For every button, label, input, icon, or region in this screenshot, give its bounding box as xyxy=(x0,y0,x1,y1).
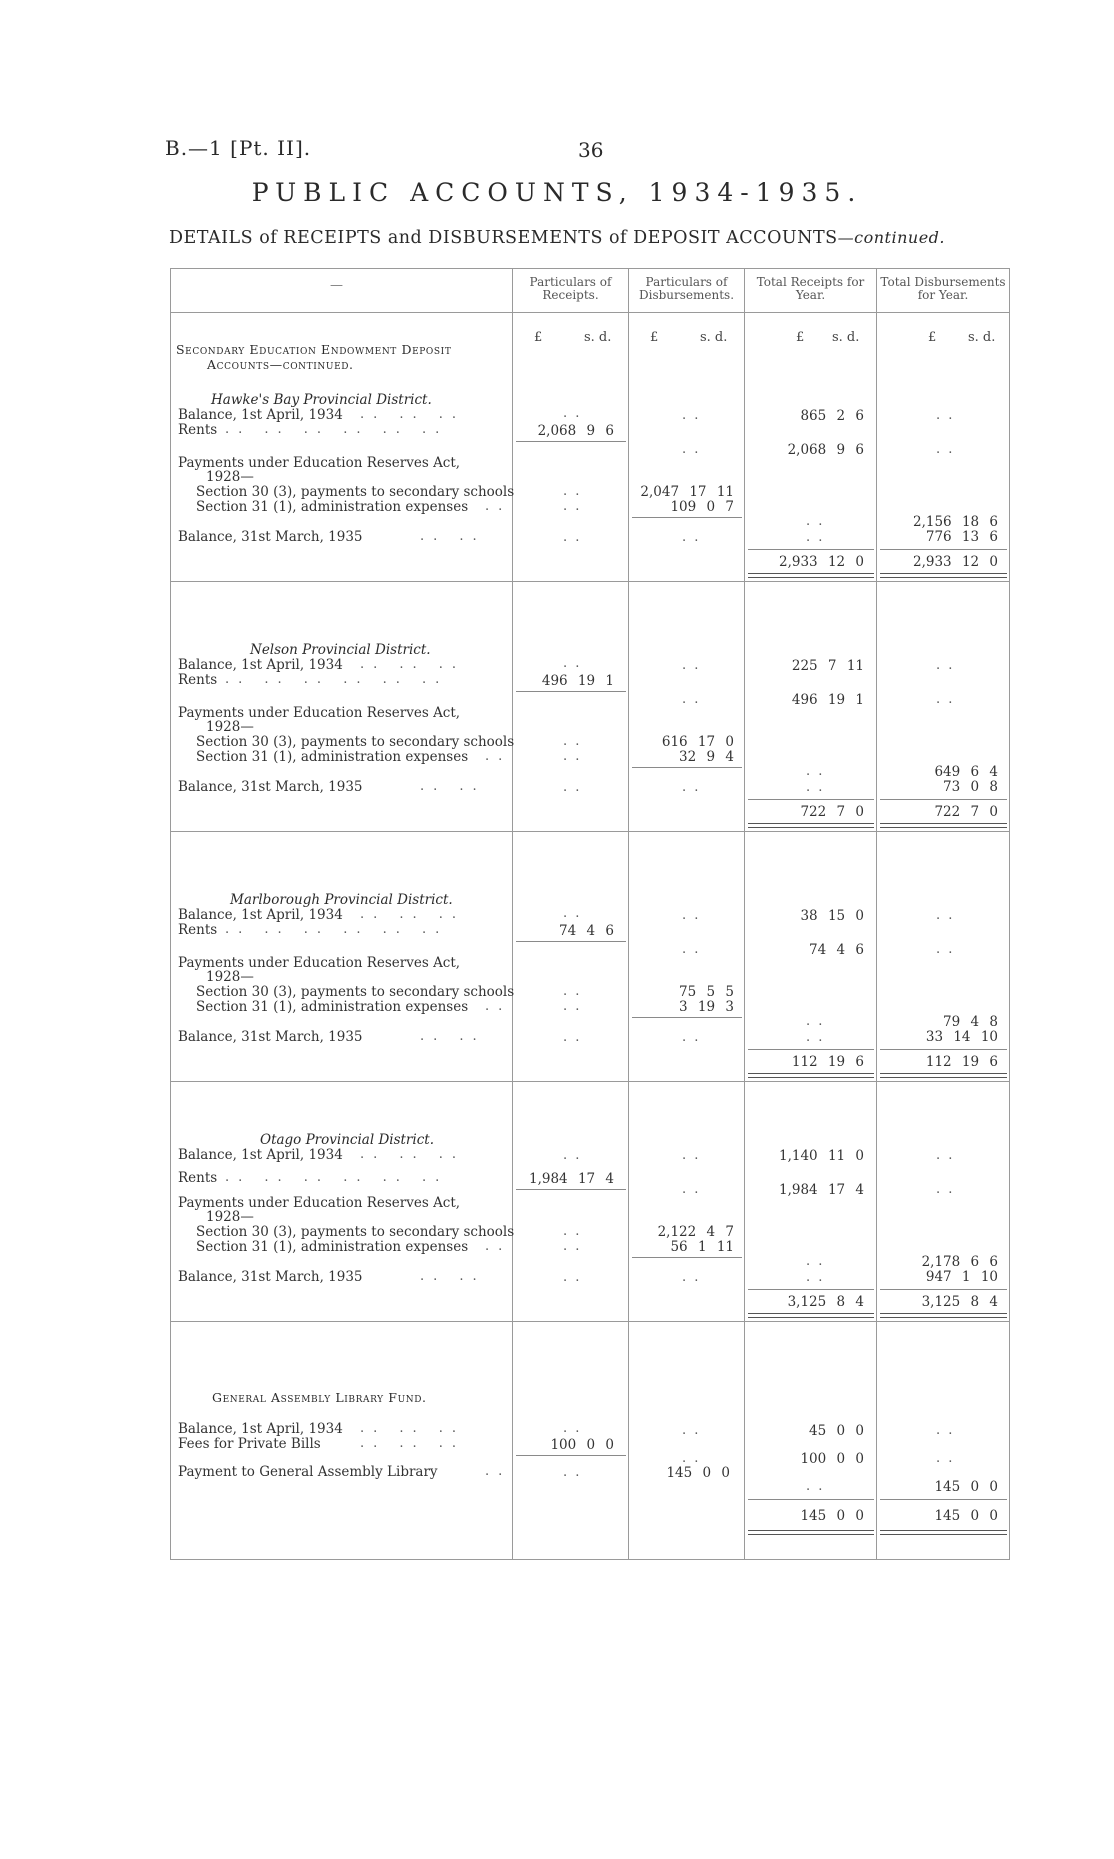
nil-marker: . . xyxy=(806,764,825,779)
total-rule xyxy=(880,1289,1007,1290)
leader-dots: .. .. .. .. .. .. xyxy=(225,672,449,687)
closing-balance-total: 33 14 10 xyxy=(925,1029,998,1045)
nil-marker: . . xyxy=(682,1270,701,1285)
nil-marker: . . xyxy=(563,1148,582,1163)
nil-marker: . . xyxy=(563,484,582,499)
nil-marker: . . xyxy=(563,906,582,921)
unit-pound: £ xyxy=(650,330,659,345)
total-rule xyxy=(748,1049,874,1050)
section-31-label: Section 31 (1), administration expenses xyxy=(196,1239,469,1255)
fees-label: Fees for Private Bills xyxy=(178,1436,321,1452)
section-30-disbursement: 616 17 0 xyxy=(661,734,734,750)
section-30-label: Section 30 (3), payments to secondary schools xyxy=(196,484,515,500)
column-rule xyxy=(876,268,877,1560)
total-double-rule xyxy=(880,1530,1007,1535)
rents-total: 2,068 9 6 xyxy=(787,442,864,458)
payments-total: 2,156 18 6 xyxy=(913,514,998,530)
subtitle-suffix: —continued. xyxy=(837,228,945,247)
nil-marker: . . xyxy=(936,658,955,673)
section-31-label: Section 31 (1), administration expenses xyxy=(196,499,469,515)
leader-dots: .. .. .. xyxy=(360,1436,466,1451)
subtotal-rule xyxy=(632,1017,742,1018)
nil-marker: . . xyxy=(563,1224,582,1239)
nil-marker: . . xyxy=(806,1030,825,1045)
page-number: 36 xyxy=(578,138,604,162)
balance-opening-label: Balance, 1st April, 1934 xyxy=(178,1147,343,1163)
nil-marker: . . xyxy=(682,408,701,423)
total-double-rule xyxy=(748,1530,874,1535)
column-rule xyxy=(1009,268,1010,1560)
opening-balance-total: 865 2 6 xyxy=(800,408,864,424)
nil-marker: . . xyxy=(682,1182,701,1197)
payment-disbursement: 145 0 0 xyxy=(666,1465,730,1481)
subtotal-rule xyxy=(516,1455,626,1456)
total-rule xyxy=(880,1049,1007,1050)
payments-year: 1928— xyxy=(206,469,254,485)
rents-receipt: 1,984 17 4 xyxy=(529,1171,614,1187)
payment-total: 145 0 0 xyxy=(934,1479,998,1495)
nil-marker: . . xyxy=(936,408,955,423)
leader-dots: .. .. .. .. .. .. xyxy=(225,422,449,437)
opening-balance-total: 225 7 11 xyxy=(791,658,864,674)
nil-marker: . . xyxy=(563,1030,582,1045)
subtotal-rule xyxy=(516,441,626,442)
opening-balance-total: 45 0 0 xyxy=(809,1423,864,1439)
total-double-rule xyxy=(748,823,874,828)
total-receipts-column-header: Total Receipts for Year. xyxy=(756,275,865,302)
nil-marker: . . xyxy=(563,1465,582,1480)
payments-total: 649 6 4 xyxy=(934,764,998,780)
nil-marker: . . xyxy=(682,1451,701,1466)
nil-marker: . . xyxy=(682,1148,701,1163)
total-rule xyxy=(748,1499,874,1500)
page-title: PUBLIC ACCOUNTS, 1934-1935. xyxy=(251,178,863,207)
unit-sd: s. d. xyxy=(968,330,996,345)
nil-marker: . . xyxy=(806,530,825,545)
leader-dots: .. .. .. .. .. .. xyxy=(225,922,449,937)
subtotal-rule xyxy=(516,941,626,942)
disbursements-column-header: Particulars of Disbursements. xyxy=(638,275,735,302)
balance-opening-label: Balance, 1st April, 1934 xyxy=(178,1421,343,1437)
section-30-label: Section 30 (3), payments to secondary schools xyxy=(196,1224,515,1240)
fees-total: 100 0 0 xyxy=(800,1451,864,1467)
closing-balance-total: 73 0 8 xyxy=(943,779,998,795)
document-reference: B.—1 [Pt. II]. xyxy=(165,136,312,160)
nil-marker: . . xyxy=(936,942,955,957)
total-double-rule xyxy=(880,1313,1007,1318)
rents-receipt: 74 4 6 xyxy=(559,923,614,939)
rents-label: Rents xyxy=(178,672,218,688)
total-disbursements: 145 0 0 xyxy=(934,1508,998,1524)
leader-dots: .. .. .. xyxy=(360,407,466,422)
column-rule xyxy=(628,268,629,1560)
total-double-rule xyxy=(880,1073,1007,1078)
balance-opening-label: Balance, 1st April, 1934 xyxy=(178,657,343,673)
payments-total: 2,178 6 6 xyxy=(921,1254,998,1270)
subtotal-rule xyxy=(632,1257,742,1258)
section-31-disbursement: 32 9 4 xyxy=(679,749,734,765)
nil-marker: . . xyxy=(563,656,582,671)
subtitle-main: DETAILS of RECEIPTS and DISBURSEMENTS of DEPOSIT ACCOUNTS xyxy=(168,228,838,248)
nil-marker: . . xyxy=(563,984,582,999)
nil-marker: . . xyxy=(563,1239,582,1254)
section-30-label: Section 30 (3), payments to secondary schools xyxy=(196,984,515,1000)
fees-receipt: 100 0 0 xyxy=(550,1437,614,1453)
total-receipts: 3,125 8 4 xyxy=(787,1294,864,1310)
district-title: Nelson Provincial District. xyxy=(250,642,431,658)
total-double-rule xyxy=(880,573,1007,578)
rents-label: Rents xyxy=(178,1170,218,1186)
total-rule xyxy=(880,799,1007,800)
unit-sd: s. d. xyxy=(700,330,728,345)
total-receipts: 722 7 0 xyxy=(800,804,864,820)
district-title: Marlborough Provincial District. xyxy=(230,892,453,908)
column-rule xyxy=(744,268,745,1560)
total-rule xyxy=(880,549,1007,550)
total-receipts: 112 19 6 xyxy=(791,1054,864,1070)
nil-marker: . . xyxy=(936,1451,955,1466)
leader-dots: .. .. .. xyxy=(360,907,466,922)
leader-dots: .. .. xyxy=(420,529,486,544)
closing-balance-total: 947 1 10 xyxy=(925,1269,998,1285)
leader-dots: .. .. xyxy=(420,779,486,794)
nil-marker: . . xyxy=(682,692,701,707)
leader-dots: .. xyxy=(485,1464,512,1479)
rents-total: 1,984 17 4 xyxy=(779,1182,864,1198)
nil-marker: . . xyxy=(563,499,582,514)
table-bottom-rule xyxy=(170,1559,1010,1560)
nil-marker: . . xyxy=(936,692,955,707)
unit-pound: £ xyxy=(928,330,937,345)
leader-dots: .. .. .. .. .. .. xyxy=(225,1170,449,1185)
header-bottom-rule xyxy=(170,312,1010,313)
section-31-disbursement: 56 1 11 xyxy=(670,1239,734,1255)
nil-marker: . . xyxy=(806,1014,825,1029)
leader-dots: .. .. .. xyxy=(360,1147,466,1162)
section-divider xyxy=(170,1081,1010,1082)
total-double-rule xyxy=(748,1313,874,1318)
opening-balance-total: 1,140 11 0 xyxy=(779,1148,864,1164)
section-title-continued: Accounts—continued. xyxy=(207,357,354,372)
closing-balance-total: 776 13 6 xyxy=(925,529,998,545)
section-31-label: Section 31 (1), administration expenses xyxy=(196,999,469,1015)
total-receipts: 145 0 0 xyxy=(800,1508,864,1524)
payments-label: Payments under Education Reserves Act, xyxy=(178,455,461,471)
nil-marker: . . xyxy=(563,406,582,421)
total-disbursements: 722 7 0 xyxy=(934,804,998,820)
unit-pound: £ xyxy=(796,330,805,345)
page-subtitle xyxy=(0,228,1114,248)
section-30-disbursement: 2,047 17 11 xyxy=(640,484,734,500)
nil-marker: . . xyxy=(936,1148,955,1163)
payments-year: 1928— xyxy=(206,1209,254,1225)
library-fund-title: General Assembly Library Fund. xyxy=(212,1390,427,1405)
subtotal-rule xyxy=(516,691,626,692)
balance-closing-label: Balance, 31st March, 1935 xyxy=(178,779,363,795)
rents-receipt: 496 19 1 xyxy=(541,673,614,689)
section-divider xyxy=(170,581,1010,582)
leader-dots: .. xyxy=(485,749,512,764)
payments-total: 79 4 8 xyxy=(943,1014,998,1030)
column-rule xyxy=(512,268,513,1560)
nil-marker: . . xyxy=(682,1423,701,1438)
section-30-disbursement: 75 5 5 xyxy=(679,984,734,1000)
total-double-rule xyxy=(748,1073,874,1078)
subtotal-rule xyxy=(516,1189,626,1190)
section-title: Secondary Education Endowment Deposit xyxy=(176,342,452,357)
nil-marker: . . xyxy=(682,1030,701,1045)
total-rule xyxy=(748,799,874,800)
nil-marker: . . xyxy=(563,530,582,545)
balance-closing-label: Balance, 31st March, 1935 xyxy=(178,1029,363,1045)
receipts-column-header: Particulars of Receipts. xyxy=(529,275,612,302)
total-disbursements-column-header: Total Disbursements for Year. xyxy=(880,275,1006,302)
nil-marker: . . xyxy=(682,780,701,795)
rents-label: Rents xyxy=(178,422,218,438)
nil-marker: . . xyxy=(936,442,955,457)
nil-marker: . . xyxy=(682,658,701,673)
rents-total: 74 4 6 xyxy=(809,942,864,958)
nil-marker: . . xyxy=(936,1182,955,1197)
first-column-header: — xyxy=(330,278,343,293)
leader-dots: .. xyxy=(485,1239,512,1254)
section-31-disbursement: 109 0 7 xyxy=(670,499,734,515)
unit-pound: £ xyxy=(534,330,543,345)
unit-sd: s. d. xyxy=(584,330,612,345)
total-rule xyxy=(748,549,874,550)
section-31-label: Section 31 (1), administration expenses xyxy=(196,749,469,765)
balance-opening-label: Balance, 1st April, 1934 xyxy=(178,407,343,423)
rents-receipt: 2,068 9 6 xyxy=(537,423,614,439)
payments-year: 1928— xyxy=(206,969,254,985)
nil-marker: . . xyxy=(936,908,955,923)
total-disbursements: 3,125 8 4 xyxy=(921,1294,998,1310)
district-title: Hawke's Bay Provincial District. xyxy=(211,392,432,408)
total-rule xyxy=(748,1289,874,1290)
unit-sd: s. d. xyxy=(832,330,860,345)
nil-marker: . . xyxy=(682,530,701,545)
subtotal-rule xyxy=(632,767,742,768)
nil-marker: . . xyxy=(806,1254,825,1269)
nil-marker: . . xyxy=(806,780,825,795)
nil-marker: . . xyxy=(682,908,701,923)
total-double-rule xyxy=(880,823,1007,828)
balance-opening-label: Balance, 1st April, 1934 xyxy=(178,907,343,923)
payments-label: Payments under Education Reserves Act, xyxy=(178,955,461,971)
payments-label: Payments under Education Reserves Act, xyxy=(178,1195,461,1211)
leader-dots: .. .. .. xyxy=(360,657,466,672)
total-disbursements: 2,933 12 0 xyxy=(913,554,998,570)
opening-balance-total: 38 15 0 xyxy=(800,908,864,924)
section-31-disbursement: 3 19 3 xyxy=(679,999,734,1015)
total-double-rule xyxy=(748,573,874,578)
leader-dots: .. .. xyxy=(420,1029,486,1044)
nil-marker: . . xyxy=(563,1421,582,1436)
leader-dots: .. xyxy=(485,999,512,1014)
payments-year: 1928— xyxy=(206,719,254,735)
accounts-table xyxy=(170,268,1010,1560)
column-rule xyxy=(170,268,171,1560)
leader-dots: .. xyxy=(485,499,512,514)
total-rule xyxy=(880,1499,1007,1500)
nil-marker: . . xyxy=(563,749,582,764)
rents-label: Rents xyxy=(178,922,218,938)
leader-dots: .. .. .. xyxy=(360,1421,466,1436)
total-receipts: 2,933 12 0 xyxy=(779,554,864,570)
nil-marker: . . xyxy=(806,1270,825,1285)
nil-marker: . . xyxy=(563,734,582,749)
nil-marker: . . xyxy=(682,442,701,457)
balance-closing-label: Balance, 31st March, 1935 xyxy=(178,529,363,545)
subtotal-rule xyxy=(632,517,742,518)
nil-marker: . . xyxy=(806,514,825,529)
nil-marker: . . xyxy=(563,999,582,1014)
payment-label: Payment to General Assembly Library xyxy=(178,1464,438,1480)
rents-total: 496 19 1 xyxy=(791,692,864,708)
table-top-rule xyxy=(170,268,1010,269)
payments-label: Payments under Education Reserves Act, xyxy=(178,705,461,721)
district-title: Otago Provincial District. xyxy=(260,1132,434,1148)
nil-marker: . . xyxy=(936,1423,955,1438)
total-disbursements: 112 19 6 xyxy=(925,1054,998,1070)
section-divider xyxy=(170,1321,1010,1322)
section-30-disbursement: 2,122 4 7 xyxy=(657,1224,734,1240)
leader-dots: .. .. xyxy=(420,1269,486,1284)
nil-marker: . . xyxy=(682,942,701,957)
nil-marker: . . xyxy=(806,1479,825,1494)
section-30-label: Section 30 (3), payments to secondary schools xyxy=(196,734,515,750)
nil-marker: . . xyxy=(563,1270,582,1285)
nil-marker: . . xyxy=(563,780,582,795)
section-divider xyxy=(170,831,1010,832)
balance-closing-label: Balance, 31st March, 1935 xyxy=(178,1269,363,1285)
